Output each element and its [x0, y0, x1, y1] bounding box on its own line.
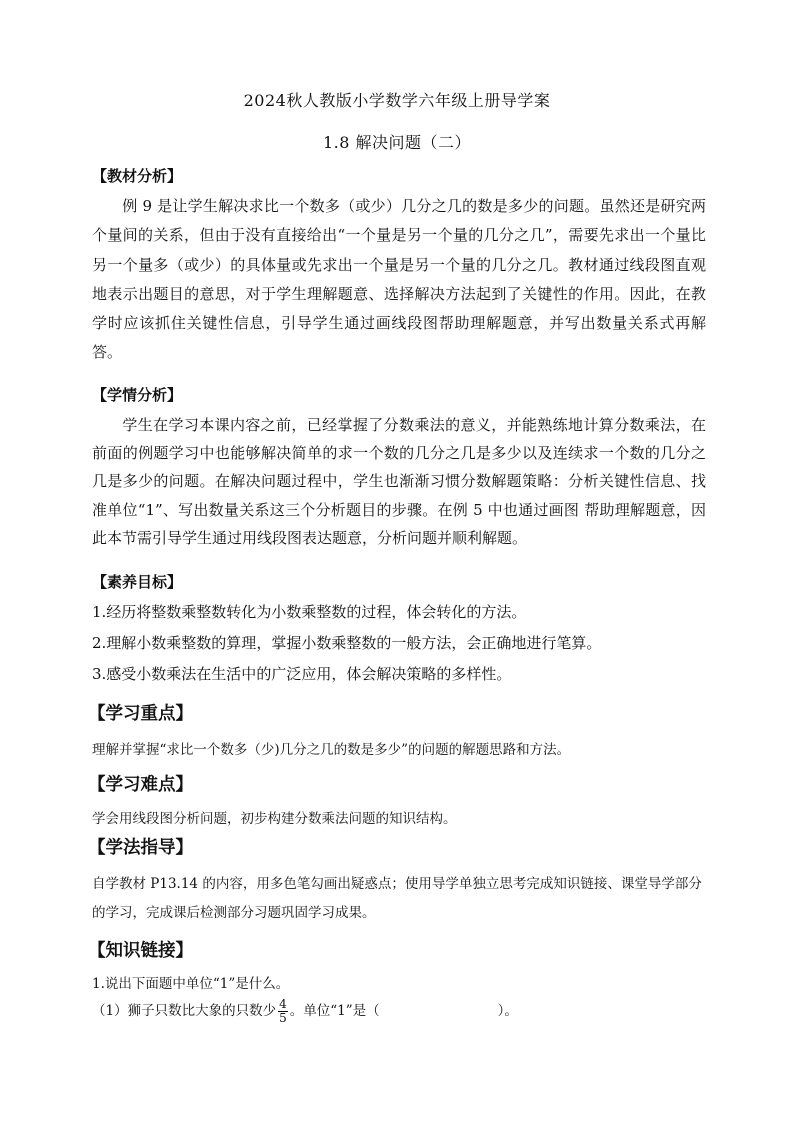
- heading-student-analysis: 【学情分析】: [92, 386, 183, 404]
- question-1: 1.说出下面题中单位“1”是什么。: [92, 976, 290, 992]
- paragraph-key-points: 理解并掌握“求比一个数多（少)几分之几的数是多少”的问题的解题思路和方法。: [92, 742, 571, 758]
- heading-difficulty: 【学习难点】: [88, 775, 193, 795]
- heading-goals: 【素养目标】: [92, 573, 183, 591]
- lesson-title: 1.8 解决问题（二）: [322, 133, 472, 152]
- document-title: 2024秋人教版小学数学六年级上册导学案: [243, 91, 551, 110]
- heading-key-points: 【学习重点】: [88, 704, 193, 724]
- fraction: $\frac{4}{5}$: [279, 997, 287, 1025]
- heading-material-analysis: 【教材分析】: [92, 167, 183, 185]
- paragraph-method: 自学教材 P13.14 的内容，用多色笔勾画出疑惑点；使用导学单独立思考完成知识链接、课堂导学部分的学习，完成课后检测部分习题巩固学习成果。: [92, 876, 702, 921]
- paragraph-material-analysis: 例 9 是让学生解决求比一个数多（或少）几分之几的数是多少的问题。虽然还是研究两个量间的关系，但由于没有直接给出“一个量是另一个量的几分之几”，需要先求出一个量比另一个量多（或少）的具体量或先求出一个量是另一个量的几分之几。教材通过线段图直观地表示出题目的意思，对于学生理解题意、选择解决方法起到了关键性的作用。因此，在教学时应该抓住关键性信息，引导学生通过画线段图帮助理解题意，并写出数量关系式再解答。: [92, 197, 706, 362]
- goal-item-2: 2.理解小数乘整数的算理，掌握小数乘整数的一般方法，会正确地进行笔算。: [92, 634, 602, 652]
- heading-knowledge-link: 【知识链接】: [88, 941, 193, 961]
- goal-item-3: 3.感受小数乘法在生活中的广泛应用，体会解决策略的多样性。: [92, 665, 512, 683]
- paragraph-difficulty: 学会用线段图分析问题，初步构建分数乘法问题的知识结构。: [92, 811, 457, 827]
- heading-method: 【学法指导】: [88, 838, 193, 858]
- paragraph-student-analysis: 学生在学习本课内容之前，已经掌握了分数乘法的意义，并能熟练地计算分数乘法，在前面的例题学习中也能够解决简单的求一个数的几分之几是多少以及连续求一个数的几分之几是多少的问题。在解决问题过程中，学生也渐渐习惯分数解题策略：分析关键性信息、找准单位“1”、写出数量关系这三个分析题目的步骤。在例 5 中也通过画图 帮助理解题意，因此本节需引导学生通过用线段图表达题意，分析问题并顺利解题。: [92, 416, 706, 547]
- goal-item-1: 1.经历将整数乘整数转化为小数乘整数的过程，体会转化的方法。: [92, 603, 527, 621]
- question-1-1: （1）狮子只数比大象的只数少 $\frac{4}{5}$ 。单位“1”是（ ）。: [92, 997, 518, 1025]
